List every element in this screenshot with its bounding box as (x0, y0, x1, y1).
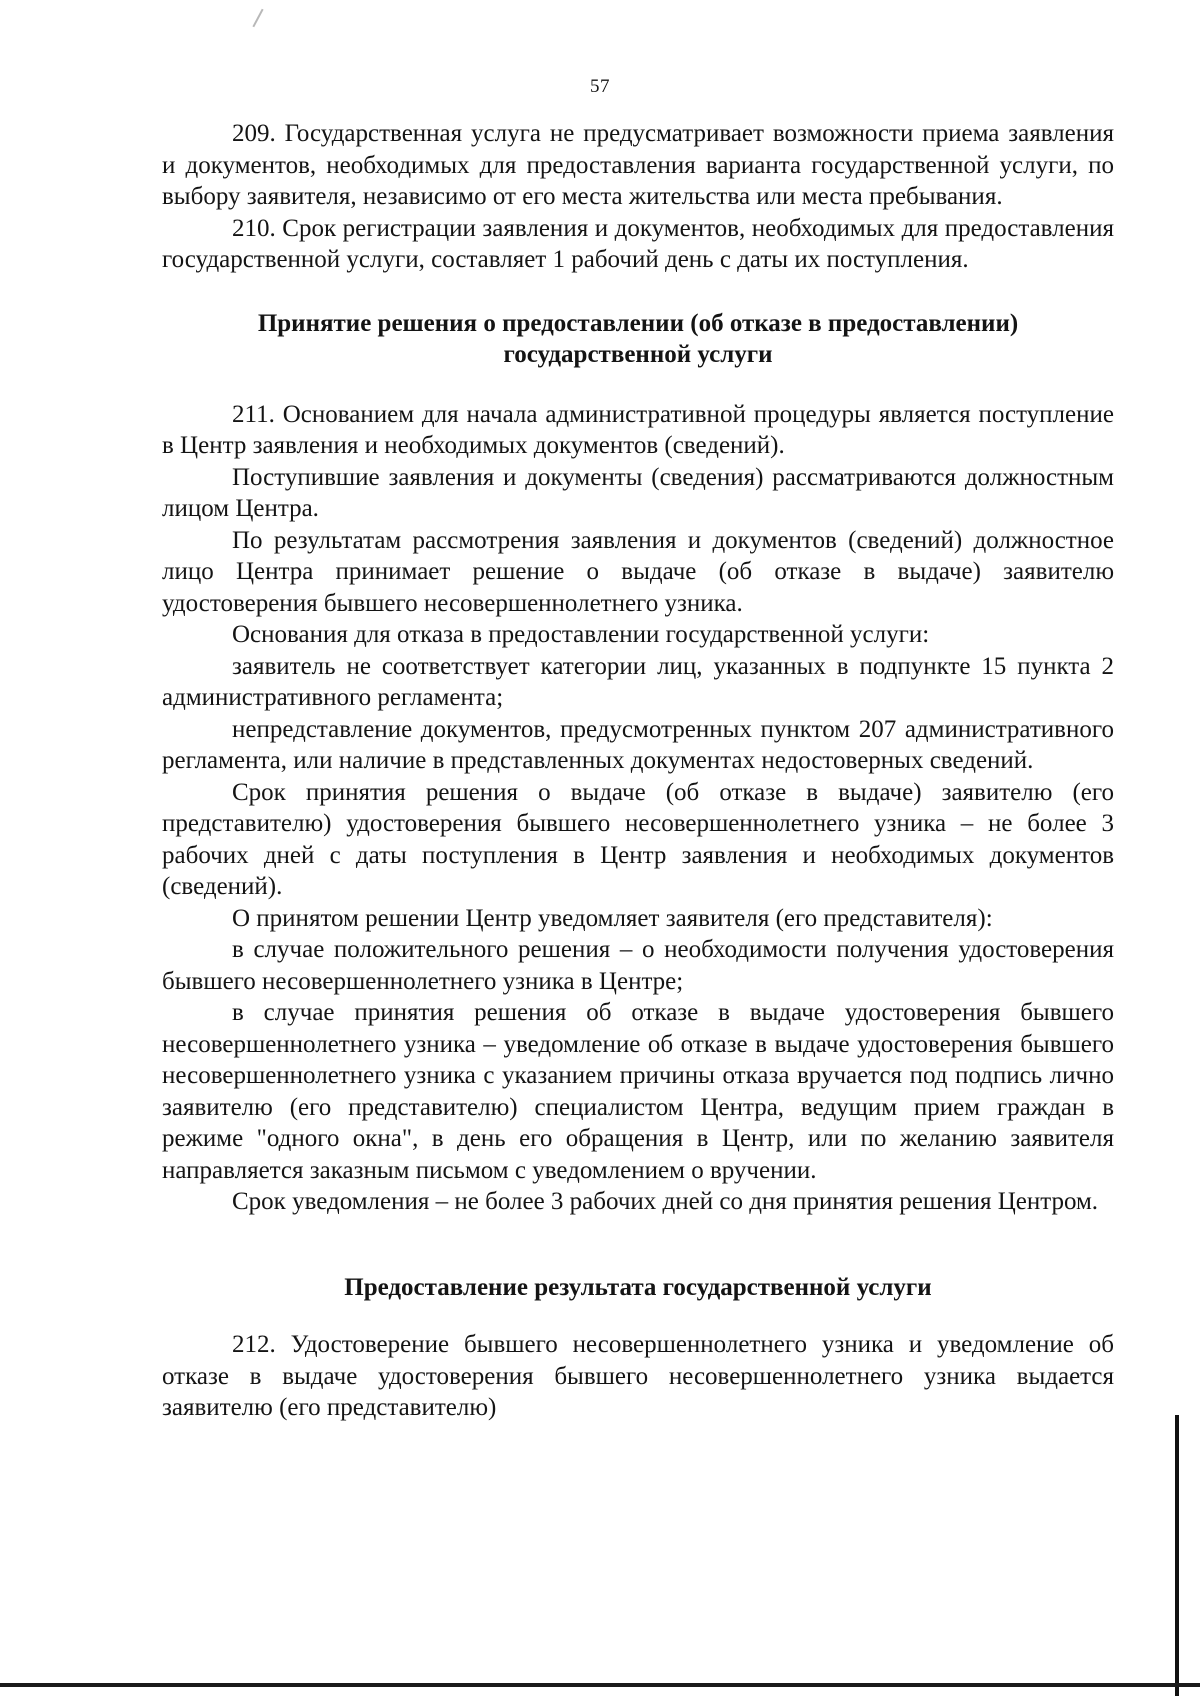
section-heading-decision (162, 308, 1114, 371)
paragraph-refusal-grounds: Основания для отказа в предоставлении государственной услуги: (232, 621, 930, 648)
paragraph-210: 210. Срок регистрации заявления и документов, необходимых для предоставления государственной услуги, составляет 1 рабочий день с даты их поступления. (162, 214, 1114, 273)
paragraph-211: 211. Основанием для начала административной процедуры является поступление в Центр заявления и необходимых документов (сведений). (162, 400, 1114, 459)
paragraph-209: 209. Государственная услуга не предусматривает возможности приема заявления и документов, необходимых для предоставления варианта государственной услуги, по выбору заявителя, независимо от его места жительства или места пребывания. (162, 120, 1114, 210)
paragraph-received-documents: Поступившие заявления и документы (сведения) рассматриваются должностным лицом Центра. (162, 463, 1114, 522)
page-number: 57 (590, 76, 610, 97)
paragraph-212: 212. Удостоверение бывшего несовершеннолетнего узника и уведомление об отказе в выдаче удостоверения бывшего несовершеннолетнего узника выдается заявителю (его представителю) (162, 1331, 1114, 1421)
paragraph-notification-term: Срок уведомления – не более 3 рабочих дней со дня принятия решения Центром. (232, 1188, 1099, 1215)
paragraph-positive-decision: в случае положительного решения – о необходимости получения удостоверения бывшего несовершеннолетнего узника в Центре; (162, 936, 1114, 995)
paragraph-refusal-ground-2: непредставление документов, предусмотренных пунктом 207 административного регламента, или наличие в представленных документах недостоверных сведений. (162, 715, 1114, 774)
paragraph-notification: О принятом решении Центр уведомляет заявителя (его представителя): (232, 904, 993, 932)
section-heading-decision-line2: государственной услуги (503, 341, 773, 368)
scan-edge-bottom (0, 1683, 1200, 1687)
paragraph-review-results: По результатам рассмотрения заявления и документов (сведений) должностное лицо Центра принимает решение о выдаче (об отказе в выдаче) заявителю удостоверения бывшего несовершеннолетнего узника. (162, 526, 1114, 617)
scan-edge-right (1175, 1415, 1179, 1696)
paragraph-negative-decision: в случае принятия решения об отказе в выдаче удостоверения бывшего несовершеннолетнего узника – уведомление об отказе в выдаче удостоверения бывшего несовершеннолетнего узника с указанием причины отказа вручается под подпись лично заявителю (его представителю) специалистом Центра, ведущим прием граждан в режиме "одного окна", в день его обращения в Центр, или по желанию заявителя направляется заказным письмом с уведомлением о вручении. (162, 999, 1114, 1184)
section-heading-result: Предоставление результата государственной услуги (344, 1273, 932, 1301)
document-body (162, 118, 1114, 1424)
scan-artifact-mark (252, 9, 263, 28)
paragraph-refusal-ground-1: заявитель не соответствует категории лиц, указанных в подпункте 15 пункта 2 административного регламента; (162, 652, 1114, 711)
section-heading-decision-line1: Принятие решения о предоставлении (об отказе в предоставлении) (257, 309, 1019, 337)
paragraph-decision-term: Срок принятия решения о выдаче (об отказе в выдаче) заявителю (его представителю) удостоверения бывшего несовершеннолетнего узника – не более 3 рабочих дней с даты поступления в Центр заявления и необходимых документов (сведений). (162, 778, 1114, 900)
